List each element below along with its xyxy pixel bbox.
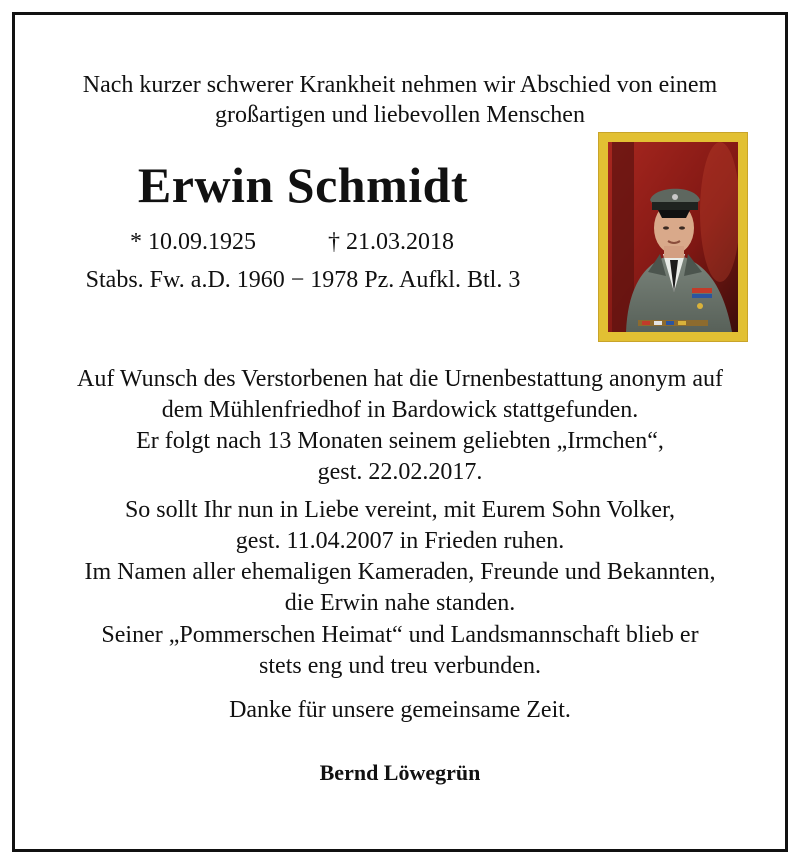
- paragraph-line: gest. 11.04.2007 in Frieden ruhen.: [235, 528, 565, 554]
- paragraph-line: Er folgt nach 13 Monaten seinem geliebten „Irmchen“,: [136, 428, 664, 454]
- paragraph-line: gest. 22.02.2017.: [317, 459, 483, 485]
- paragraph-line: Seiner „Pommerschen Heimat“ und Landsmannschaft blieb er: [101, 622, 699, 648]
- birth-date: * 10.09.1925: [130, 229, 256, 255]
- portrait-photo-frame: [599, 133, 747, 341]
- intro-line-1: Nach kurzer schwerer Krankheit nehmen wir Abschied von einem: [82, 72, 718, 98]
- paragraph-line: Auf Wunsch des Verstorbenen hat die Urnenbestattung anonym auf: [77, 366, 723, 392]
- deceased-name: Erwin Schmidt: [137, 157, 469, 213]
- paragraph-reunion: [0, 495, 800, 619]
- paragraph-line: Im Namen aller ehemaligen Kameraden, Freunde und Bekannten,: [84, 559, 716, 585]
- paragraph-burial: [0, 364, 800, 488]
- paragraph-line: stets eng und treu verbunden.: [259, 653, 541, 679]
- paragraph-line: dem Mühlenfriedhof in Bardowick stattgefunden.: [161, 397, 639, 423]
- service-record: Stabs. Fw. a.D. 1960 − 1978 Pz. Aufkl. Btl. 3: [85, 267, 521, 293]
- paragraph-homeland: [0, 620, 800, 682]
- death-date: † 21.03.2018: [328, 229, 454, 255]
- intro-line-2: großartigen und liebevollen Menschen: [215, 102, 585, 128]
- paragraph-line: die Erwin nahe standen.: [284, 590, 516, 616]
- paragraph-line: Danke für unsere gemeinsame Zeit.: [229, 697, 571, 723]
- signature: Bernd Löwegrün: [319, 760, 481, 785]
- paragraph-thanks: [0, 695, 800, 726]
- portrait-photo-icon: [608, 142, 738, 332]
- paragraph-line: So sollt Ihr nun in Liebe vereint, mit Eurem Sohn Volker,: [124, 497, 676, 523]
